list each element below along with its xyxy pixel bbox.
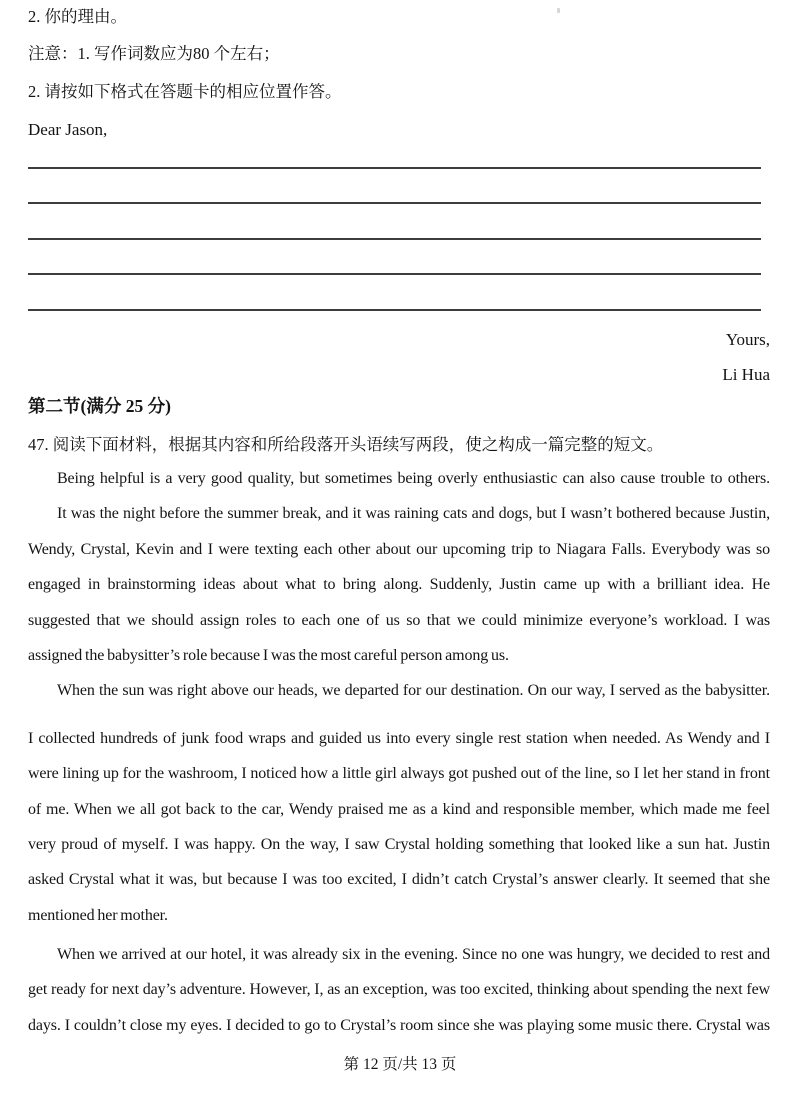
passage-line: very proud of myself. I was happy. On the way, I saw Crystal holding something that looked like a sun hat. Justin xyxy=(28,835,770,853)
notice-line-1: 注意：1. 写作词数应为80 个左右； xyxy=(28,44,280,63)
passage-line: assigned the babysitter’s role because I was the most careful person among us. xyxy=(28,646,509,664)
letter-salutation: Dear Jason, xyxy=(28,120,108,139)
passage-line: When we arrived at our hotel, it was already six in the evening. Since no one was hungry, we decided to rest and xyxy=(57,946,770,964)
section-heading: 第二节(满分 25 分) xyxy=(28,396,171,416)
letter-signature: Li Hua xyxy=(722,365,770,384)
passage-line: get ready for next day’s adventure. However, I, as an exception, was too excited, thinking about spending the next few xyxy=(28,981,770,999)
passage-line: days. I couldn’t close my eyes. I decided to go to Crystal’s room since she was playing some music there. Crystal was xyxy=(28,1016,770,1034)
letter-closing: Yours, xyxy=(725,330,770,349)
passage-line: were lining up for the washroom, I noticed how a little girl always got pushed out of the line, so I let her stand in front xyxy=(28,765,770,783)
passage-line: suggested that we should assign roles to each one of us so that we could minimize everyone’s workload. I was xyxy=(28,611,770,629)
passage-line: engaged in brainstorming ideas about what to bring along. Suddenly, Justin came up with a brilliant idea. He xyxy=(28,576,770,594)
notice-line-2: 2. 请按如下格式在答题卡的相应位置作答。 xyxy=(28,82,342,101)
passage-line: of me. When we all got back to the car, Wendy praised me as a kind and responsible member, which made me feel xyxy=(28,800,770,818)
question-47-prompt: 47. 阅读下面材料，根据其内容和所给段落开头语续写两段，使之构成一篇完整的短文。 xyxy=(28,435,664,454)
passage-line: It was the night before the summer break, and it was raining cats and dogs, but I wasn’t bothered because Justin, xyxy=(57,505,770,523)
passage-line: I collected hundreds of junk food wraps and guided us into every single rest station when needed. As Wendy and I xyxy=(28,729,770,747)
passage-line: Being helpful is a very good quality, but sometimes being overly enthusiastic can also cause trouble to others. xyxy=(57,470,770,487)
answer-blank-line xyxy=(28,309,761,311)
passage-line: When the sun was right above our heads, we departed for our destination. On our way, I served as the babysitter. xyxy=(57,682,770,700)
answer-blank-line xyxy=(28,273,761,275)
passage-text xyxy=(28,461,770,1043)
answer-blank-line xyxy=(28,167,761,169)
passage-line: mentioned her mother. xyxy=(28,906,168,924)
answer-blank-line xyxy=(28,238,761,240)
notice-point-2: 2. 你的理由。 xyxy=(28,7,127,26)
passage-line: Wendy, Crystal, Kevin and I were texting each other about our upcoming trip to Niagara Falls. Everybody was so xyxy=(28,540,770,558)
passage-line: asked Crystal what it was, but because I was too excited, I didn’t catch Crystal’s answer clearly. It seemed that she xyxy=(28,871,770,889)
page-number: 第 12 页/共 13 页 xyxy=(343,1056,457,1073)
answer-blank-line xyxy=(28,202,761,204)
